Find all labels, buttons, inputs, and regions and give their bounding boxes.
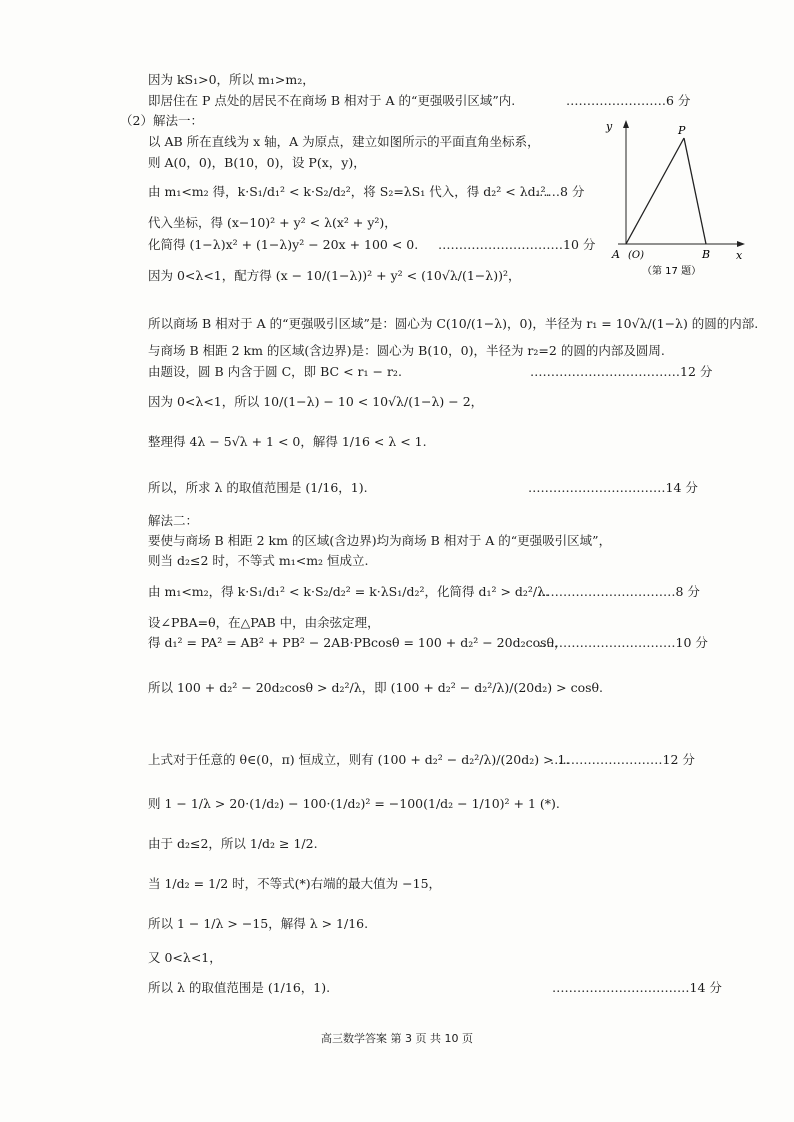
line-28: 所以 λ 的取值范围是 (1/16，1).: [148, 980, 331, 995]
line-27: 又 0<λ<1，: [148, 950, 222, 965]
line-3: 以 AB 所在直线为 x 轴，A 为原点，建立如图所示的平面直角坐标系，: [148, 134, 540, 149]
score-8b: ……………………………8 分: [538, 584, 700, 599]
line-21: 所以 100 + d₂² − 20d₂cosθ > d₂²/λ，即 (100 + d₂² − d₂²/λ)/(20d₂) > cosθ.: [148, 680, 604, 695]
segment-AP: [626, 138, 684, 244]
line-23: 则 1 − 1/λ > 20·(1/d₂) − 100·(1/d₂)² = −100(1/d₂ − 1/10)² + 1 (*).: [148, 796, 560, 811]
line-14: 所以，所求 λ 的取值范围是 (1/16，1).: [148, 480, 368, 495]
line-16: 要使与商场 B 相距 2 km 的区域(含边界)均为商场 B 相对于 A 的“更强吸引区域”，: [148, 533, 612, 548]
line-7: 化简得 (1−λ)x² + (1−λ)y² − 20x + 100 < 0.: [148, 237, 419, 252]
label-B: B: [702, 248, 711, 261]
line-1: 因为 kS₁>0，所以 m₁>m₂，: [148, 72, 315, 87]
figure-17: [598, 118, 748, 282]
label-O: (O): [628, 250, 645, 261]
line-22: 上式对于任意的 θ∈(0，π) 恒成立，则有 (100 + d₂² − d₂²/λ)/(20d₂) > 1.: [148, 752, 570, 767]
score-10b: ……………………………10 分: [538, 635, 708, 650]
part-2-heading: （2）解法一：: [120, 113, 203, 128]
line-4: 则 A(0，0)，B(10，0)，设 P(x，y)，: [148, 155, 366, 170]
line-12: 因为 0<λ<1，所以 10/(1−λ) − 10 < 10√λ/(1−λ) − 2，: [148, 394, 484, 409]
score-12b: ………………………12 分: [550, 752, 695, 767]
line-20: 得 d₁² = PA² = AB² + PB² − 2AB·PBcosθ = 100 + d₂² − 20d₂cosθ，: [148, 635, 567, 650]
line-11: 由题设，圆 B 内含于圆 C，即 BC < r₁ − r₂.: [148, 364, 402, 379]
x-axis-arrow-icon: [737, 241, 745, 247]
line-6: 代入坐标，得 (x−10)² + y² < λ(x² + y²)，: [148, 215, 397, 230]
line-24: 由于 d₂≤2，所以 1/d₂ ≥ 1/2.: [148, 836, 318, 851]
label-x: x: [736, 249, 743, 262]
y-axis-arrow-icon: [623, 120, 629, 128]
label-A: A: [612, 248, 620, 261]
method-2-heading: 解法二：: [148, 513, 199, 528]
figure-caption: （第 17 题）: [642, 266, 702, 277]
line-10: 与商场 B 相距 2 km 的区域(含边界)是：圆心为 B(10，0)，半径为 r₂=2 的圆的内部及圆周.: [148, 343, 665, 358]
line-18: 由 m₁<m₂，得 k·S₁/d₁² < k·S₂/d₂² = k·λS₁/d₂²，化简得 d₁² > d₂²/λ.: [148, 584, 550, 599]
score-6: ……………………6 分: [566, 93, 691, 108]
coordinate-diagram: [598, 118, 748, 278]
line-2: 即居住在 P 点处的居民不在商场 B 相对于 A 的“更强吸引区域”内.: [148, 93, 516, 108]
line-26: 所以 1 − 1/λ > −15，解得 λ > 1/16.: [148, 916, 369, 931]
line-8: 因为 0<λ<1，配方得 (x − 10/(1−λ))² + y² < (10√λ/(1−λ))²，: [148, 268, 521, 283]
score-12a: ………………………………12 分: [530, 364, 713, 379]
line-17: 则当 d₂≤2 时，不等式 m₁<m₂ 恒成立.: [148, 553, 369, 568]
line-9: 所以商场 B 相对于 A 的“更强吸引区域”是：圆心为 C(10/(1−λ)，0)，半径为 r₁ = 10√λ/(1−λ) 的圆的内部.: [148, 316, 759, 331]
line-25: 当 1/d₂ = 1/2 时，不等式(*)右端的最大值为 −15，: [148, 876, 442, 891]
score-10a: …………………………10 分: [438, 237, 596, 252]
line-19: 设∠PBA=θ，在△PAB 中，由余弦定理，: [148, 615, 380, 630]
line-5: 由 m₁<m₂ 得，k·S₁/d₁² < k·S₂/d₂²，将 S₂=λS₁ 代入，得 d₂² < λd₁².: [148, 184, 550, 199]
line-13: 整理得 4λ − 5√λ + 1 < 0，解得 1/16 < λ < 1.: [148, 434, 427, 449]
score-8a: ……8 分: [535, 184, 585, 199]
page-footer: 高三数学答案 第 3 页 共 10 页: [321, 1032, 473, 1045]
label-y: y: [606, 120, 613, 133]
segment-PB: [684, 138, 706, 244]
score-14b: ……………………………14 分: [552, 980, 722, 995]
score-14a: ……………………………14 分: [528, 480, 698, 495]
label-P: P: [678, 124, 686, 137]
